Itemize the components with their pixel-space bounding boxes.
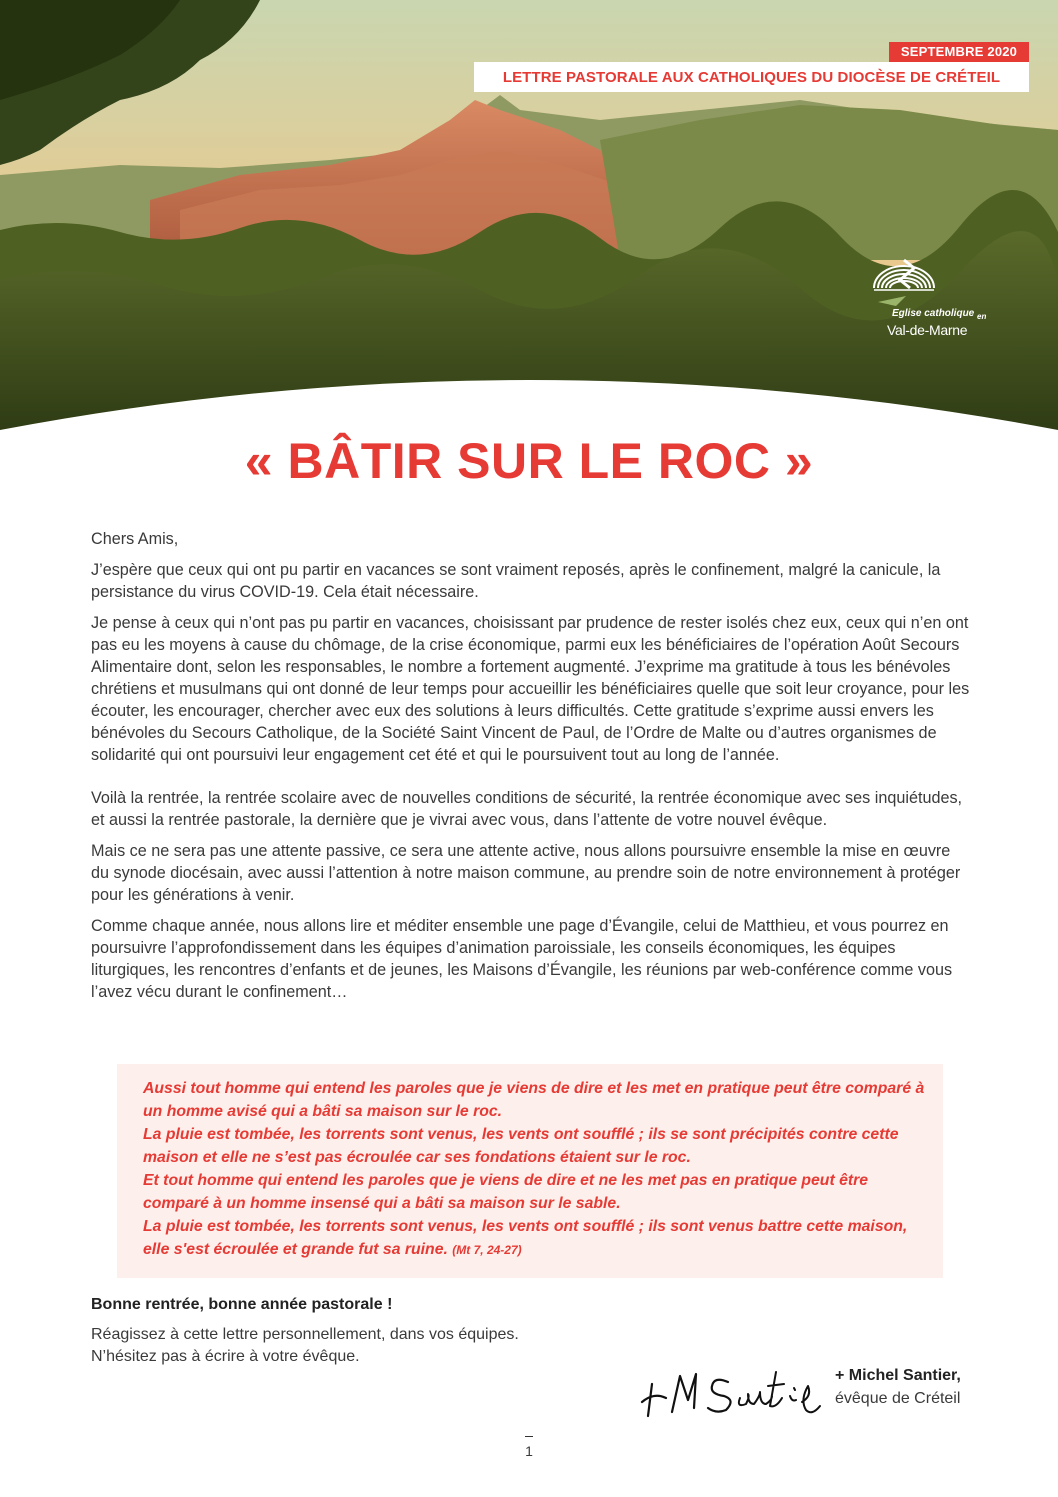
quote-reference: (Mt 7, 24-27)	[452, 1243, 522, 1257]
logo-text-line1: Eglise catholique	[892, 308, 975, 319]
letter-body	[91, 528, 971, 1012]
handwritten-signature	[636, 1352, 826, 1422]
gospel-quote	[143, 1077, 933, 1262]
diocese-logo	[862, 258, 1012, 348]
closing-line-2: N’hésitez pas à écrire à votre évêque.	[91, 1348, 360, 1365]
quote-line-3: Et tout homme qui entend les paroles que je viens de dire et ne les met pas en pratique peut être comparé à un homme insensé qui a bâti sa maison sur le sable.	[143, 1172, 869, 1212]
gospel-quote-box	[117, 1064, 943, 1278]
paragraph-3: Voilà la rentrée, la rentrée scolaire avec de nouvelles conditions de sécurité, la rentrée économique avec ses inquiétudes, et aussi la rentrée pastorale, la dernière que je vivrai avec vous, dans l’attente de votre nouvel évêque.	[91, 789, 963, 829]
paragraph-2: Je pense à ceux qui n’ont pas pu partir en vacances, choisissant par prudence de rester isolés chez eux, ceux qui n’en ont pas eu les moyens à cause du chômage, de la crise économique, parmi eux les bénéficiaires de l’opération Août Secours Alimentaire dont, selon les responsables, le nombre a fortement augmenté. J’exprime ma gratitude à tous les bénévoles chrétiens et musulmans qui ont donné de leur temps pour accueillir les bénéficiaires quelle que soit leur croyance, pour les écouter, les encourager, chercher avec eux des solutions à leurs difficultés. Cette gratitude s’exprime aussi envers les bénévoles du Secours Catholique, de la Société Saint Vincent de Paul, de l’Ordre de Malte ou d’autres organismes de solidarité qui ont poursuivi leur engagement cet été et qui le poursuivent tout au long de l’année.	[91, 614, 970, 764]
quote-line-1: Aussi tout homme qui entend les paroles que je viens de dire et les met en pratique peut être comparé à un homme avisé qui a bâti sa maison sur le roc.	[143, 1080, 925, 1120]
paragraph-4: Mais ce ne sera pas une attente passive, ce sera une attente active, nous allons poursuivre ensemble la mise en œuvre du synode diocésain, avec aussi l’attention à notre maison commune, au prendre soin de notre environnement à protéger pour les générations à venir.	[91, 842, 961, 904]
closing-line-1: Réagissez à cette lettre personnellement, dans vos équipes.	[91, 1326, 519, 1343]
logo-text-line2: Val-de-Marne	[887, 322, 968, 338]
date-badge: SEPTEMBRE 2020	[889, 42, 1029, 62]
page-number-dash	[525, 1436, 533, 1437]
page-title: « BÂTIR SUR LE ROC »	[244, 433, 814, 489]
quote-line-2: La pluie est tombée, les torrents sont venus, les vents ont soufflé ; ils se sont précipités contre cette maison et elle ne s’est pas écroulée car ses fondations étaient sur le roc.	[143, 1126, 899, 1166]
quote-line-4: La pluie est tombée, les torrents sont venus, les vents ont soufflé ; ils sont venus battre cette maison, elle s'est écroulée et grande fut sa ruine.	[143, 1218, 908, 1258]
greeting: Chers Amis,	[91, 530, 179, 548]
signer-role: évêque de Créteil	[835, 1390, 961, 1407]
letter-subtitle: LETTRE PASTORALE AUX CATHOLIQUES DU DIOCÈSE DE CRÉTEIL	[474, 62, 1029, 92]
logo-text-en: en	[977, 312, 987, 321]
signer-block	[835, 1364, 961, 1410]
page-number	[0, 1436, 1058, 1459]
closing-section	[91, 1294, 691, 1368]
signer-name: + Michel Santier,	[835, 1367, 961, 1384]
paragraph-5: Comme chaque année, nous allons lire et méditer ensemble une page d’Évangile, celui de Matthieu, et vous pourrez en poursuivre l’approfondissement dans les équipes d’animation paroissiale, les conseils économiques, les équipes liturgiques, les rencontres d’enfants et de jeunes, les Maisons d’Évangile, les réunions par web-conférence comme vous l’avez vécu durant le confinement…	[91, 917, 953, 1001]
closing-wish: Bonne rentrée, bonne année pastorale !	[91, 1296, 393, 1313]
page-number-value: 1	[525, 1443, 533, 1459]
paragraph-1: J’espère que ceux qui ont pu partir en vacances se sont vraiment reposés, après le confinement, malgré la canicule, la persistance du virus COVID-19. Cela était nécessaire.	[91, 561, 941, 601]
